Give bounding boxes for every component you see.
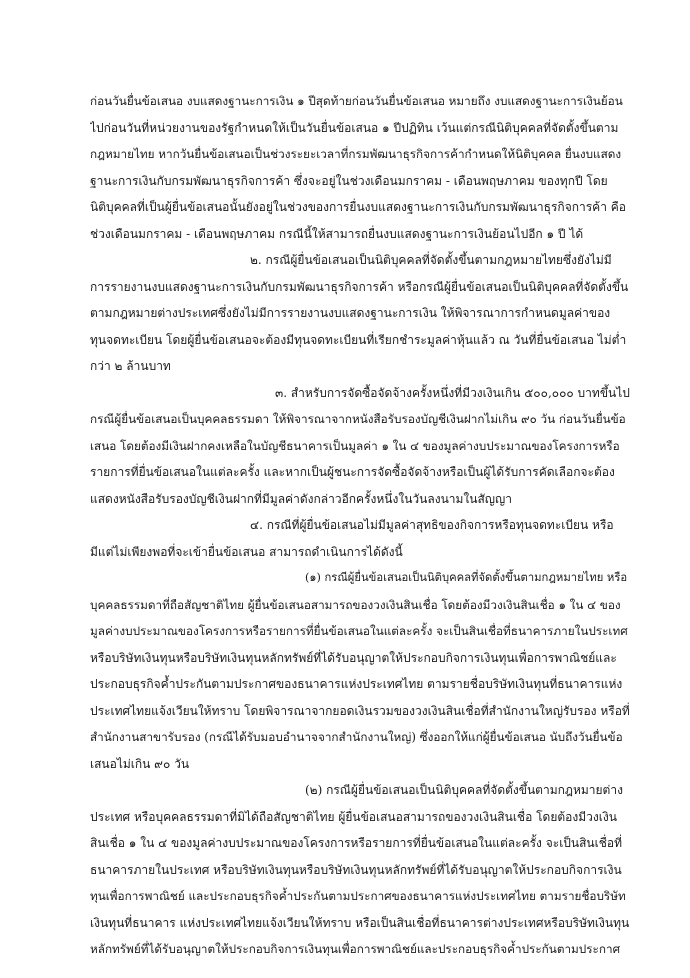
paragraph-line: มูลค่างบประมาณของโครงการหรือรายการที่ยื่นข้อเสนอในแต่ละครั้ง จะเป็นสินเชื่อที่ธนาคารภายในประเทศ bbox=[90, 624, 628, 638]
paragraph-line: การรายงานงบแสดงฐานะการเงินกับกรมพัฒนาธุรกิจการค้า หรือกรณีผู้ยื่นข้อเสนอเป็นนิติบุคคลที่จัดตั้งขึ้น bbox=[90, 279, 629, 294]
paragraph-line: สำนักงานสาขารับรอง (กรณีได้รับมอบอำนาจจากสำนักงานใหญ่) ซึ่งออกให้แก่ผู้ยื่นข้อเสนอ นับถึงวันยื่นข้อ bbox=[90, 730, 623, 744]
section-heading-line: ๓. สำหรับการจัดซื้อจัดจ้างครั้งหนึ่งที่มีวงเงินเกิน ๕๐๐,๐๐๐ บาทขึ้นไป bbox=[275, 385, 630, 400]
paragraph-line: ทุนเพื่อการพาณิชย์ และประกอบธุรกิจค้ำประกันตามประกาศของธนาคารแห่งประเทศไทย ตามรายชื่อบริษัท bbox=[90, 889, 626, 903]
paragraph-line: ประกอบธุรกิจค้ำประกันตามประกาศของธนาคารแห่งประเทศไทย ตามรายชื่อบริษัทเงินทุนที่ธนาคารแห่ง bbox=[90, 677, 623, 691]
paragraph-line: ก่อนวันยื่นข้อเสนอ งบแสดงฐานะการเงิน ๑ ปีสุดท้ายก่อนวันยื่นข้อเสนอ หมายถึง งบแสดงฐานะการเงินย้อน bbox=[90, 94, 623, 108]
document-body bbox=[90, 88, 630, 963]
paragraph-line: แสดงหนังสือรับรองบัญชีเงินฝากที่มีมูลค่าดังกล่าวอีกครั้งหนึ่งในวันลงนามในสัญญา bbox=[90, 491, 512, 506]
paragraph-line: กฎหมายไทย หากวันยื่นข้อเสนอเป็นช่วงระยะเวลาที่กรมพัฒนาธุรกิจการค้ากำหนดให้นิติบุคคล ยื่นงบแสดง bbox=[90, 147, 622, 161]
paragraph-line: รายการที่ยื่นข้อเสนอในแต่ละครั้ง และหากเป็นผู้ชนะการจัดซื้อจัดจ้างหรือเป็นผู้ได้รับการคัดเลือกจะต้อง bbox=[90, 465, 615, 479]
paragraph-line: นิติบุคคลที่เป็นผู้ยื่นข้อเสนอนั้นยังอยู่ในช่วงของการยื่นงบแสดงฐานะการเงินกับกรมพัฒนาธุรกิจการค้า คือ bbox=[90, 200, 626, 214]
paragraph-line: ฐานะการเงินกับกรมพัฒนาธุรกิจการค้า ซึ่งจะอยู่ในช่วงเดือนมกราคม - เดือนพฤษภาคม ของทุกปี โดย bbox=[90, 173, 608, 188]
paragraph-line: กรณีผู้ยื่นข้อเสนอเป็นบุคคลธรรมดา ให้พิจารณาจากหนังสือรับรองบัญชีเงินฝากไม่เกิน ๙๐ วัน ก่อนวันยื่นข้อ bbox=[90, 412, 626, 426]
paragraph-line: หรือบริษัทเงินทุนหรือบริษัทเงินทุนหลักทรัพย์ที่ได้รับอนุญาตให้ประกอบกิจการเงินทุนเพื่อการพาณิชย์และ bbox=[90, 650, 617, 665]
subsection-heading-line: (๒) กรณีผู้ยื่นข้อเสนอเป็นนิติบุคคลที่จัดตั้งขึ้นตามกฎหมายต่าง bbox=[305, 783, 623, 797]
paragraph-line: หลักทรัพย์ที่ได้รับอนุญาตให้ประกอบกิจการเงินทุนเพื่อการพาณิชย์และประกอบธุรกิจค้ำประกันตามประกาศ bbox=[90, 942, 621, 956]
paragraph-line: กว่า ๒ ล้านบาท bbox=[90, 359, 171, 373]
paragraph-line: ประเทศ หรือบุคคลธรรมดาที่มิได้ถือสัญชาติไทย ผู้ยื่นข้อเสนอสามารถของวงเงินสินเชื่อ โดยต้องมีวงเงิน bbox=[90, 809, 617, 824]
paragraph-line: เสนอไม่เกิน ๙๐ วัน bbox=[90, 756, 190, 771]
paragraph-line: มีแต่ไม่เพียงพอที่จะเข้ายื่นข้อเสนอ สามารถดำเนินการได้ดังนี้ bbox=[90, 544, 403, 559]
section-heading-line: ๔. กรณีที่ผู้ยื่นข้อเสนอไม่มีมูลค่าสุทธิของกิจการหรือทุนจดทะเบียน หรือ bbox=[250, 518, 614, 532]
paragraph-line: ประเทศไทยแจ้งเวียนให้ทราบ โดยพิจารณาจากยอดเงินรวมของวงเงินสินเชื่อที่สำนักงานใหญ่รับรอง หรือที่ bbox=[90, 703, 630, 718]
paragraph-line: ทุนจดทะเบียน โดยผู้ยื่นข้อเสนอจะต้องมีทุนจดทะเบียนที่เรียกชำระมูลค่าหุ้นแล้ว ณ วันที่ยื่นข้อเสนอ ไม่ต่ำ bbox=[90, 332, 627, 347]
paragraph-line: ธนาคารภายในประเทศ หรือบริษัทเงินทุนหรือบริษัทเงินทุนหลักทรัพย์ที่ได้รับอนุญาตให้ประกอบกิจการเงิน bbox=[90, 862, 622, 877]
paragraph-line: บุคคลธรรมดาที่ถือสัญชาติไทย ผู้ยื่นข้อเสนอสามารถของวงเงินสินเชื่อ โดยต้องมีวงเงินสินเชื่อ ๑ ใน ๔ ของ bbox=[90, 597, 621, 612]
paragraph-line: ตามกฎหมายต่างประเทศซึ่งยังไม่มีการรายงานงบแสดงฐานะการเงิน ให้พิจารณาการกำหนดมูลค่าของ bbox=[90, 306, 611, 320]
section-heading-line: ๒. กรณีผู้ยื่นข้อเสนอเป็นนิติบุคคลที่จัดตั้งขึ้นตามกฎหมายไทยซึ่งยังไม่มี bbox=[250, 253, 612, 267]
paragraph-line: เสนอ โดยต้องมีเงินฝากคงเหลือในบัญชีธนาคารเป็นมูลค่า ๑ ใน ๔ ของมูลค่างบประมาณของโครงการหรือ bbox=[90, 438, 620, 453]
paragraph-line: ช่วงเดือนมกราคม - เดือนพฤษภาคม กรณีนี้ให้สามารถยื่นงบแสดงฐานะการเงินย้อนไปอีก ๑ ปี ได้ bbox=[90, 226, 584, 241]
paragraph-line: เงินทุนที่ธนาคาร แห่งประเทศไทยแจ้งเวียนให้ทราบ หรือเป็นสินเชื่อที่ธนาคารต่างประเทศหรือบริษัทเงินทุน bbox=[90, 915, 630, 930]
subsection-heading-line: (๑) กรณีผู้ยื่นข้อเสนอเป็นนิติบุคคลที่จัดตั้งขึ้นตามกฎหมายไทย หรือ bbox=[305, 571, 628, 584]
paragraph-line: สินเชื่อ ๑ ใน ๔ ของมูลค่างบประมาณของโครงการหรือรายการที่ยื่นข้อเสนอในแต่ละครั้ง จะเป็นสินเชื่อที่ bbox=[90, 836, 623, 850]
paragraph-line: ไปก่อนวันที่หน่วยงานของรัฐกำหนดให้เป็นวันยื่นข้อเสนอ ๑ ปีปฏิทิน เว้นแต่กรณีนิติบุคคลที่จัดตั้งขึ้นตาม bbox=[90, 120, 619, 135]
